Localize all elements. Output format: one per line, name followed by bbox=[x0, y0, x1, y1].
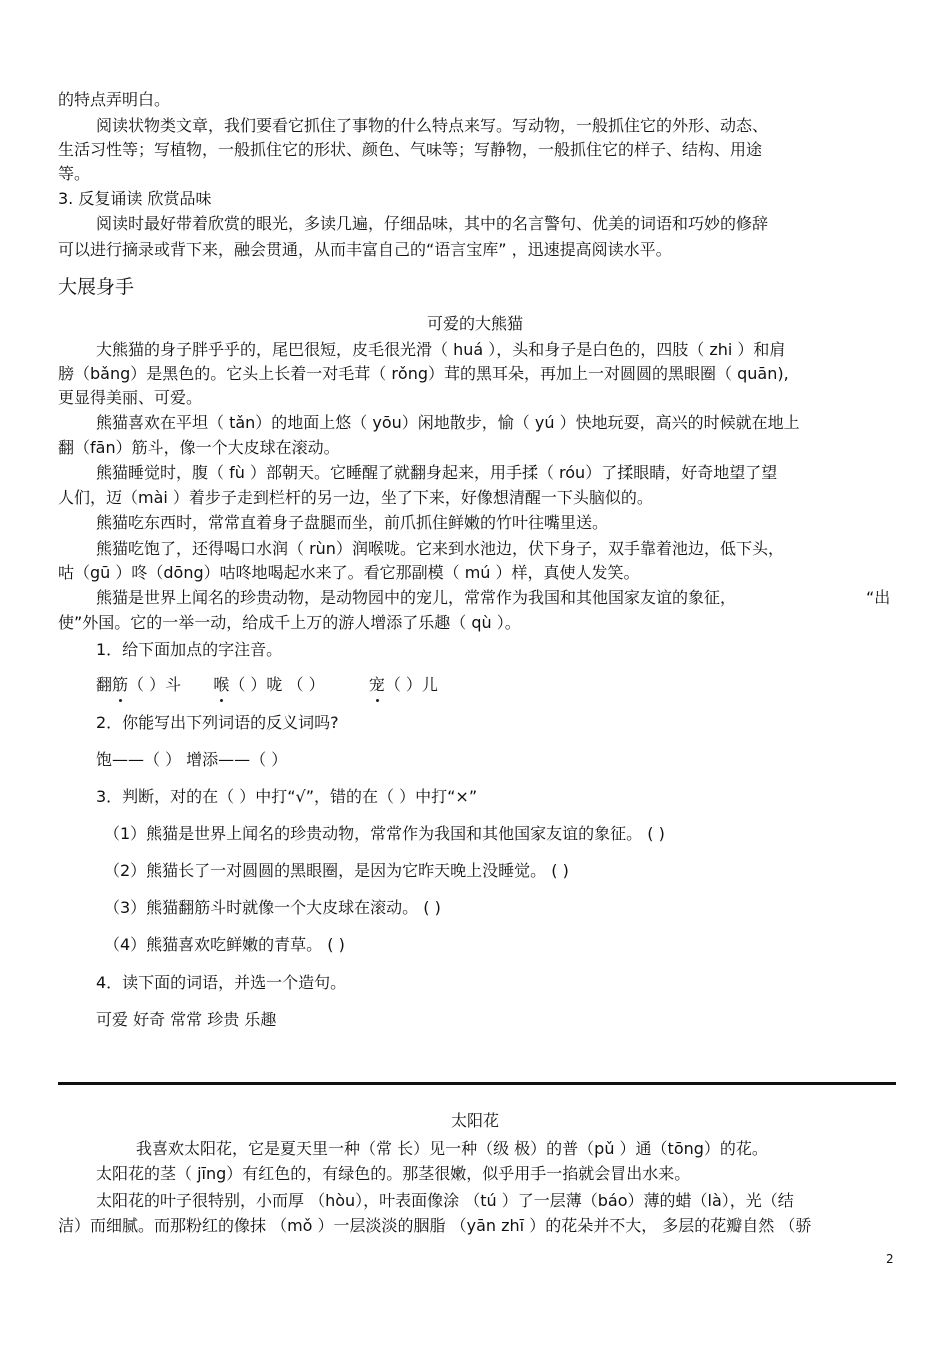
q1-item: 翻筋（ ）斗 bbox=[96, 675, 182, 694]
section-divider bbox=[58, 1082, 896, 1085]
passage-line: 熊猫吃东西时，常常直着身子盘腿而坐，前爪抓住鲜嫩的竹叶往嘴里送。 bbox=[96, 513, 609, 532]
question-4-words: 可爱 好奇 常常 珍贵 乐趣 bbox=[96, 1010, 277, 1029]
passage-line: 使”外国。它的一举一动，给成千上万的游人增添了乐趣（ qù ）。 bbox=[58, 613, 521, 632]
intro-line: 的特点弄明白。 bbox=[58, 90, 171, 109]
judgement-3: （3）熊猫翻筋斗时就像一个大皮球在滚动。 ( ) bbox=[104, 898, 441, 917]
q1-item: （ ） bbox=[287, 675, 325, 694]
passage-line: 洁）而细腻。而那粉红的像抹 （mǒ ）一层淡淡的胭脂 （yān zhī ）的花朵并不大， 多层的花瓣自然 （骄 bbox=[58, 1216, 812, 1235]
passage-line: 更显得美丽、可爱。 bbox=[58, 388, 203, 407]
question-4: 4．读下面的词语，并选一个造句。 bbox=[96, 973, 347, 992]
passage-line: 熊猫是世界上闻名的珍贵动物，是动物园中的宠儿，常常作为我国和其他国家友谊的象征， bbox=[96, 588, 737, 607]
passage-line: 人们，迈（mài ）着步子走到栏杆的另一边，坐了下来，好像想清醒一下头脑似的。 bbox=[58, 488, 653, 507]
q1-item: 宠（ ）儿 bbox=[368, 675, 438, 694]
question-2-blanks: 饱——（ ） 增添——（ ） bbox=[96, 750, 288, 769]
intro-line: 等。 bbox=[58, 164, 91, 183]
question-3: 3．判断，对的在（ ）中打“√”，错的在（ ）中打“×” bbox=[96, 787, 478, 806]
passage-line: 太阳花的茎（ jīng）有红色的，有绿色的。那茎很嫩，似乎用手一掐就会冒出水来。 bbox=[96, 1164, 691, 1183]
q1-item: 喉（ ）咙 bbox=[213, 675, 283, 694]
passage-title: 太阳花 bbox=[450, 1111, 499, 1130]
page-number: 2 bbox=[886, 1252, 894, 1266]
passage-line: 翻（fān）筋斗，像一个大皮球在滚动。 bbox=[58, 438, 340, 457]
intro-line: 生活习性等；写植物，一般抓住它的形状、颜色、气味等；写静物，一般抓住它的样子、结构、用途 bbox=[58, 140, 763, 159]
intro-line: 可以进行摘录或背下来，融会贯通，从而丰富自己的“语言宝库” ，迅速提高阅读水平。 bbox=[58, 240, 672, 259]
passage-line: 大熊猫的身子胖乎乎的，尾巴很短，皮毛很光滑（ huá ），头和身子是白色的，四肢（ zhi ）和肩 bbox=[96, 340, 786, 359]
question-2: 2．你能写出下列词语的反义词吗? bbox=[96, 713, 339, 732]
passage-line: 咕（gū ）咚（dōng）咕咚地喝起水来了。看它那副模（ mú ）样，真使人发笑。 bbox=[58, 563, 640, 582]
judgement-1: （1）熊猫是世界上闻名的珍贵动物，常常作为我国和其他国家友谊的象征。 ( ) bbox=[104, 824, 665, 843]
judgement-4: （4）熊猫喜欢吃鲜嫩的青草。 ( ) bbox=[104, 935, 345, 954]
passage-line: 熊猫睡觉时，腹（ fù ）部朝天。它睡醒了就翻身起来，用手揉（ róu）了揉眼睛，好奇地望了望 bbox=[96, 463, 778, 482]
passage-line: 膀（bǎng）是黑色的。它头上长着一对毛茸（ rǒng）茸的黑耳朵，再加上一对圆圆的黑眼圈（ quān), bbox=[58, 364, 789, 383]
passage-line: 熊猫喜欢在平坦（ tǎn）的地面上悠（ yōu）闲地散步，愉（ yú ）快地玩耍，高兴的时候就在地上 bbox=[96, 413, 800, 432]
passage-line: 熊猫吃饱了，还得喝口水润（ rùn）润喉咙。它来到水池边，伏下身子，双手靠着池边，低下头， bbox=[96, 539, 784, 558]
passage-line: 太阳花的叶子很特别，小而厚 （hòu），叶表面像涂 （tú ）了一层薄（báo）薄的蜡（là），光（结 bbox=[96, 1191, 794, 1210]
question-1: 1．给下面加点的字注音。 bbox=[96, 640, 283, 659]
intro-heading: 3. 反复诵读 欣赏品味 bbox=[58, 189, 212, 208]
intro-line: 阅读状物类文章，我们要看它抓住了事物的什么特点来写。写动物，一般抓住它的外形、动态、 bbox=[96, 116, 769, 135]
section-title: 大展身手 bbox=[58, 276, 135, 298]
passage-line: 我喜欢太阳花，它是夏天里一种（常 长）见一种（级 极）的普（pǔ ）通（tōng）的花。 bbox=[136, 1139, 768, 1158]
intro-line: 阅读时最好带着欣赏的眼光，多读几遍，仔细品味，其中的名言警句、优美的词语和巧妙的修辞 bbox=[96, 214, 769, 233]
passage-title: 可爱的大熊猫 bbox=[426, 314, 523, 333]
question-1-items bbox=[96, 674, 438, 696]
passage-line-end: “出 bbox=[866, 588, 891, 607]
judgement-2: （2）熊猫长了一对圆圆的黑眼圈，是因为它昨天晚上没睡觉。 ( ) bbox=[104, 861, 569, 880]
